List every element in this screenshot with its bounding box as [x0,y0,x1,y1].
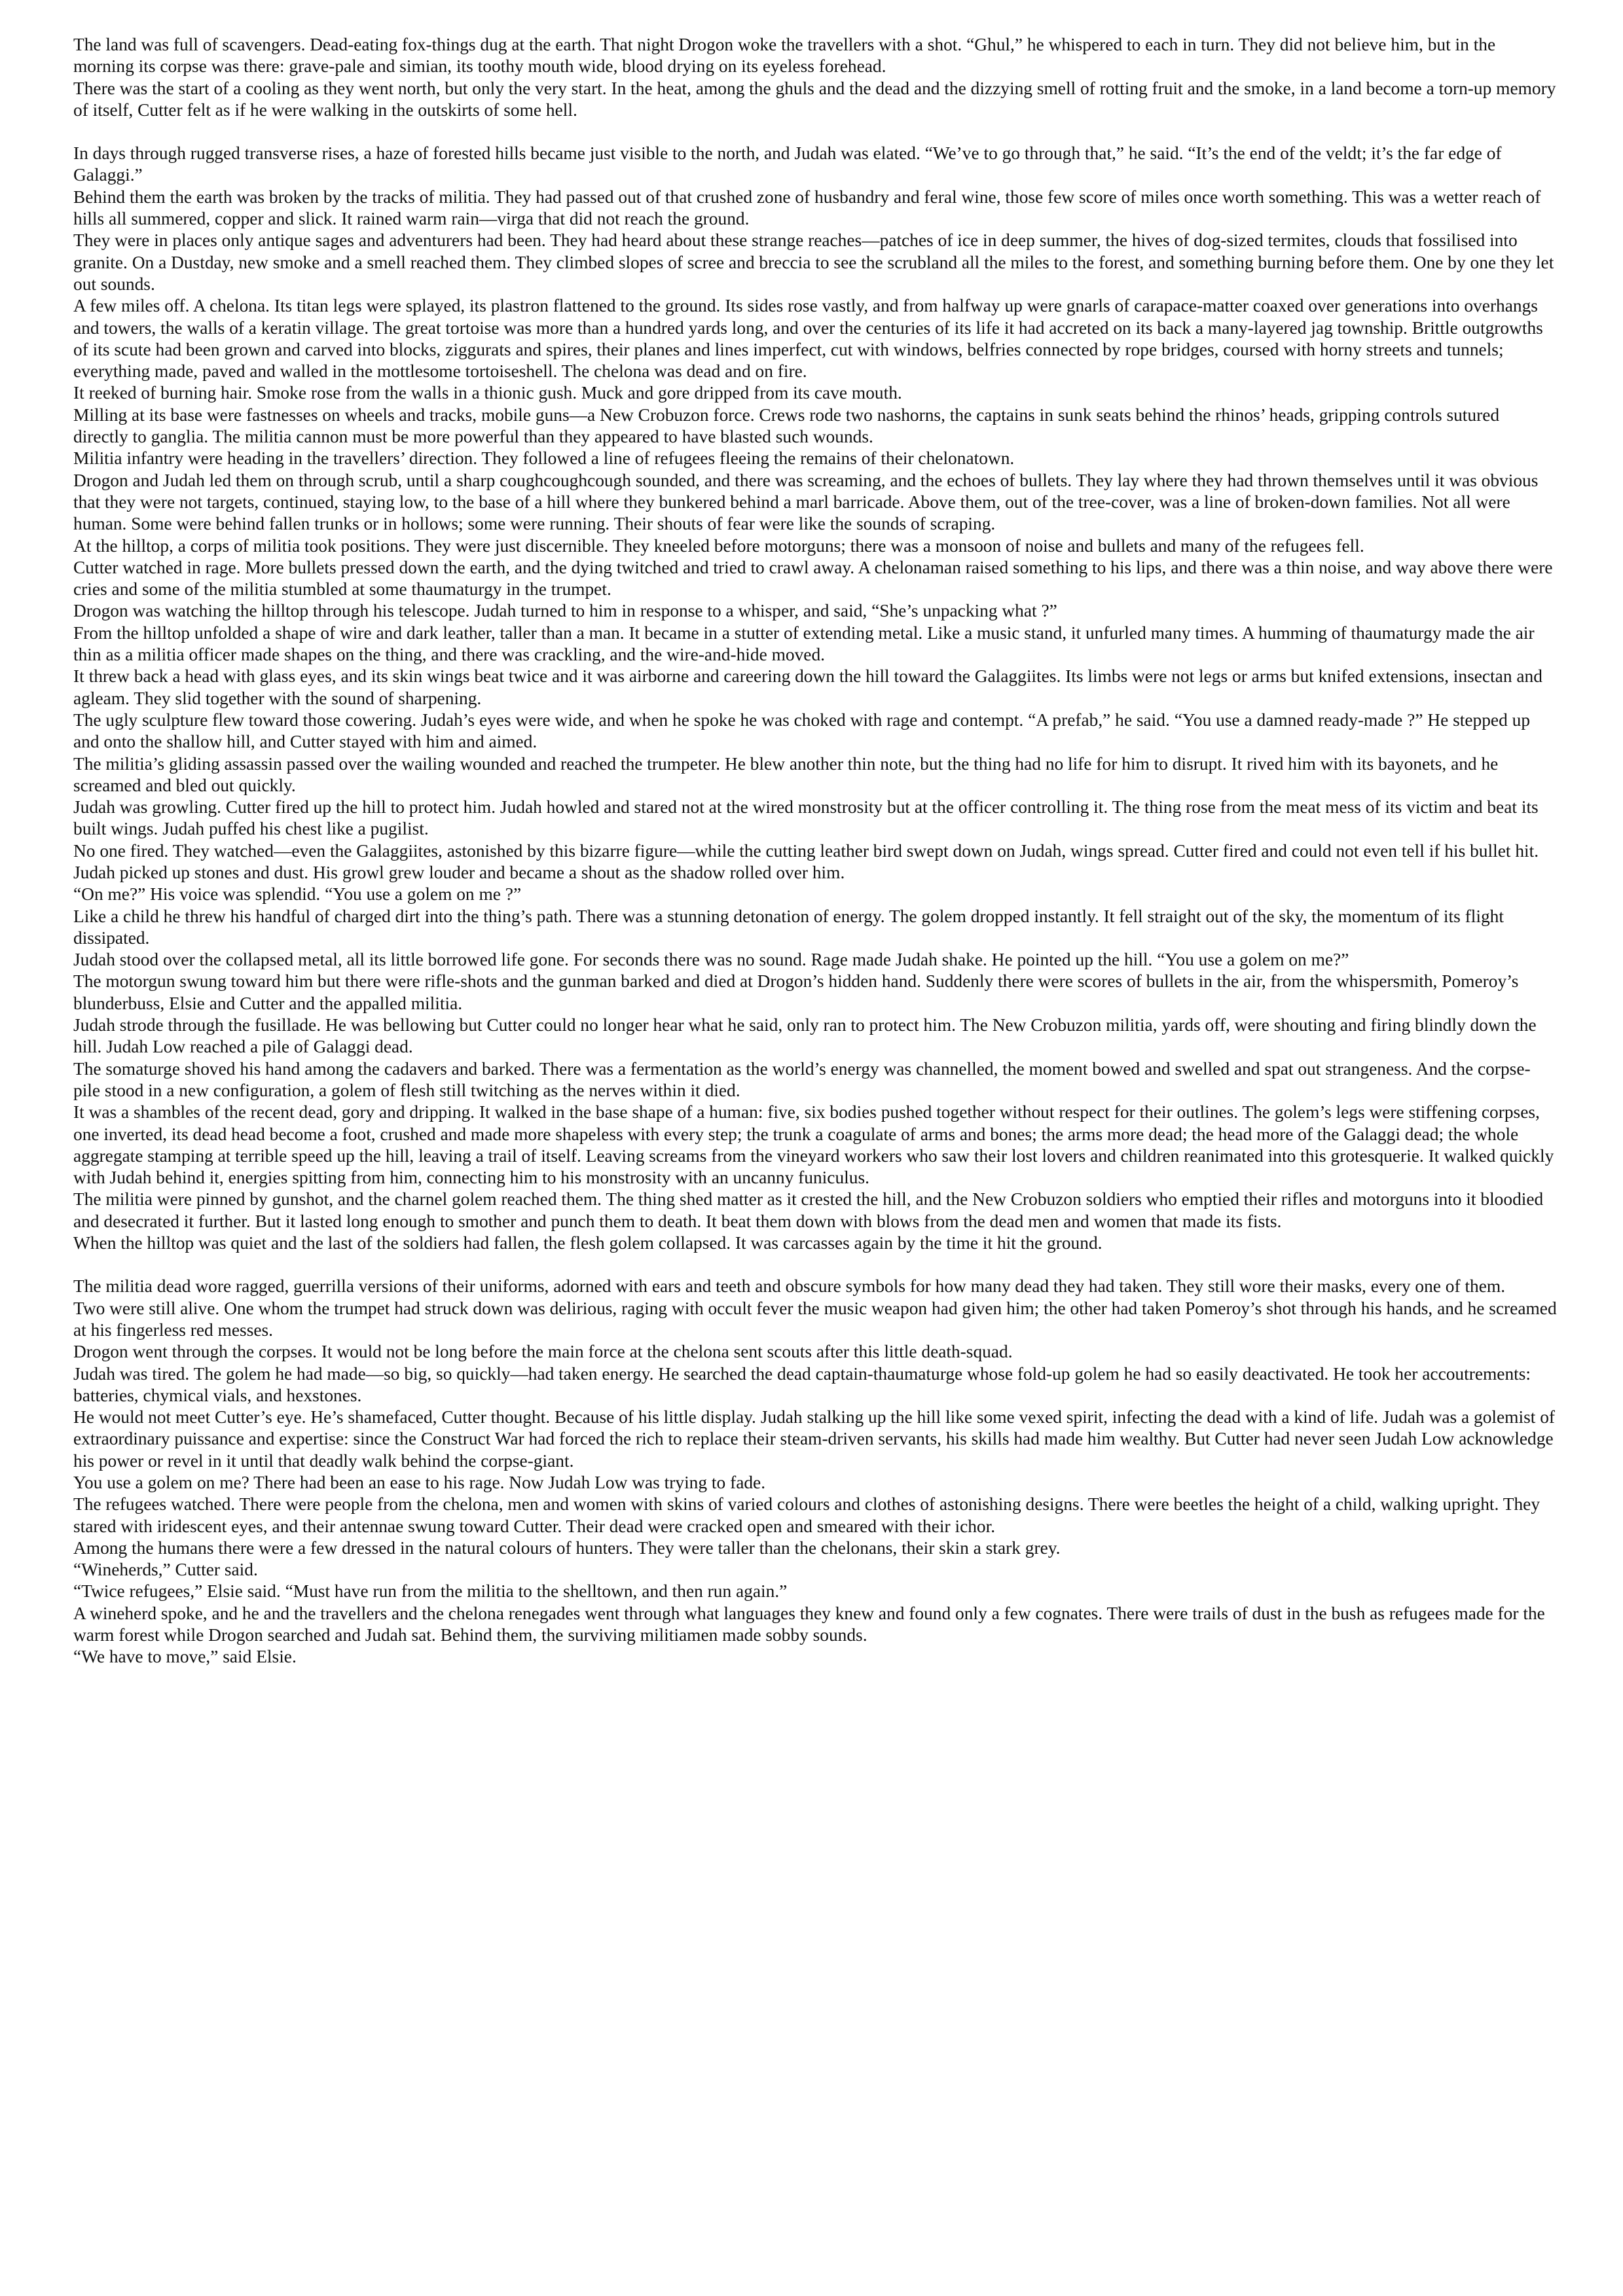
body-paragraph: It threw back a head with glass eyes, and its skin wings beat twice and it was airborne and careering down the hill toward the Galaggiites. Its limbs were not legs or arms but knifed extensions, insectan and agleam. They slid together with the sound of sharpening. [73,666,1542,708]
section-break [73,1254,1557,1276]
body-paragraph: Like a child he threw his handful of charged dirt into the thing’s path. There was a stunning detonation of energy. The golem dropped instantly. It fell straight out of the sky, the momentum of its flight dissipated. [73,906,1504,948]
body-paragraph: Militia infantry were heading in the travellers’ direction. They followed a line of refugees fleeing the remains of their chelonatown. [73,448,1015,469]
body-paragraph: The motorgun swung toward him but there were rifle-shots and the gunman barked and died at Drogon’s hidden hand. Suddenly there were scores of bullets in the air, from the whispersmith, Pomeroy’s blunderbuss, Elsie and Cutter and the appalled militia. [73,971,1519,1013]
body-paragraph: They were in places only antique sages and adventurers had been. They had heard about these strange reaches—patches of ice in deep summer, the hives of dog-sized termites, clouds that fossilised into granite. On a Dustday, new smoke and a smell reached them. They climbed slopes of scree and breccia to see the scrubland all the miles to the forest, and something burning before them. One by one they let out sounds. [73,230,1554,294]
body-paragraph: Judah stood over the collapsed metal, all its little borrowed life gone. For seconds there was no sound. Rage made Judah shake. He pointed up the hill. “You use a golem on me?” [73,950,1349,970]
body-paragraph: Milling at its base were fastnesses on wheels and tracks, mobile guns—a New Crobuzon force. Crews rode two nashorns, the captains in sunk seats behind the rhinos’ heads, gripping controls sutured directly to ganglia. The militia cannon must be more powerful than they appeared to have blasted such wounds. [73,404,1500,447]
body-paragraph: The somaturge shoved his hand among the cadavers and barked. There was a fermentation as the world’s energy was channelled, the moment bowed and swelled and spat out strangeness. And the corpse-pile stood in a new configuration, a golem of flesh still twitching as the nerves within it died. [73,1058,1531,1100]
body-paragraph: “Twice refugees,” Elsie said. “Must have run from the militia to the shelltown, and then run again.” [73,1581,788,1602]
body-paragraph: A few miles off. A chelona. Its titan legs were splayed, its plastron flattened to the ground. Its sides rose vastly, and from halfway up were gnarls of carapace-matter coaxed over generations into overhangs and towers, the walls of a keratin village. The great tortoise was more than a hundred yards long, and over the centuries of its life it had accreted on its back a many-layered jag township. Brittle outgrowths of its scute had been grown and carved into blocks, ziggurats and spires, their planes and lines imperfect, cut with windows, belfries connected by rope bridges, coursed with horny streets and tunnels; everything made, paved and walled in the mottlesome tortoiseshell. The chelona was dead and on fire. [73,296,1543,382]
body-paragraph: Drogon was watching the hilltop through his telescope. Judah turned to him in response to a whisper, and said, “She’s unpacking what ?” [73,601,1057,621]
body-paragraph: From the hilltop unfolded a shape of wire and dark leather, taller than a man. It became in a stutter of extending metal. Like a music stand, it unfurled many times. A humming of thaumaturgy made the air thin as a militia officer made shapes on the thing, and there was crackling, and the wire-and-hide moved. [73,622,1535,665]
body-paragraph: The land was full of scavengers. Dead-eating fox-things dug at the earth. That night Drogon woke the travellers with a shot. “Ghul,” he whispered to each in turn. They did not believe him, but in the morning its corpse was there: grave-pale and simian, its toothy mouth wide, blood drying on its eyeless forehead. [73,35,1496,77]
body-paragraph: He would not meet Cutter’s eye. He’s shamefaced, Cutter thought. Because of his little display. Judah stalking up the hill like some vexed spirit, infecting the dead with a kind of life. Judah was a golemist of extraordinary puissance and expertise: since the Construct War had forced the rich to replace their steam-driven servants, his skills had made him wealthy. But Cutter had never seen Judah Low acknowledge his power or revel in it until that deadly walk behind the corpse-giant. [73,1407,1556,1471]
body-paragraph: No one fired. They watched—even the Galaggiites, astonished by this bizarre figure—while the cutting leather bird swept down on Judah, wings spread. Cutter fired and could not even tell if his bullet hit. [73,840,1539,861]
body-paragraph: Drogon went through the corpses. It would not be long before the main force at the chelona sent scouts after this little death-squad. [73,1342,1013,1362]
document-page [73,34,1557,1668]
body-paragraph: The refugees watched. There were people from the chelona, men and women with skins of varied colours and clothes of astonishing designs. There were beetles the height of a child, walking upright. They stared with iridescent eyes, and their antennae swung toward Cutter. Their dead were cracked open and smeared with their ichor. [73,1494,1541,1536]
body-paragraph: It reeked of burning hair. Smoke rose from the walls in a thionic gush. Muck and gore dripped from its cave mouth. [73,383,902,403]
body-paragraph: Drogon and Judah led them on through scrub, until a sharp coughcoughcough sounded, and there was screaming, and the echoes of bullets. They lay where they had thrown themselves until it was obvious that they were not targets, continued, staying low, to the base of a hill where they bunkered behind a marl barricade. Above them, out of the tree-cover, was a line of broken-down families. Not all were human. Some were behind fallen trunks or in hollows; some were running. Their shouts of fear were like the sounds of scraping. [73,470,1539,534]
body-paragraph: When the hilltop was quiet and the last of the soldiers had fallen, the flesh golem collapsed. It was carcasses again by the time it hit the ground. [73,1233,1103,1253]
body-paragraph: Judah strode through the fusillade. He was bellowing but Cutter could no longer hear what he said, only ran to protect him. The New Crobuzon militia, yards off, were shouting and firing blindly down the hill. Judah Low reached a pile of Galaggi dead. [73,1015,1537,1057]
body-paragraph: Judah was growling. Cutter fired up the hill to protect him. Judah howled and stared not at the wired monstrosity but at the officer controlling it. The thing rose from the meat mess of its victim and beat its built wings. Judah puffed his chest like a pugilist. [73,797,1539,839]
body-paragraph: It was a shambles of the recent dead, gory and dripping. It walked in the base shape of a human: five, six bodies pushed together without respect for their outlines. The golem’s legs were stiffening corpses, one inverted, its dead head become a foot, crushed and made more shapeless with every step; the trunk a coagulate of arms and bones; the arms more dead; the head more of the Galaggi dead; the whole aggregate stamping at terrible speed up the hill, leaving a trail of itself. Leaving screams from the vineyard workers who saw their lost lovers and children reanimated into this grotesquerie. It walked quickly with Judah behind it, energies spitting from him, connecting him to his monstrosity with an uncanny funiculus. [73,1102,1554,1188]
body-paragraph: The militia were pinned by gunshot, and the charnel golem reached them. The thing shed matter as it crested the hill, and the New Crobuzon soldiers who emptied their rifles and motorguns into it bloodied and desecrated it further. But it lasted long enough to smother and punch them to death. It beat them down with blows from the dead men and women that made its fists. [73,1189,1544,1231]
body-paragraph: The militia’s gliding assassin passed over the wailing wounded and reached the trumpeter. He blew another thin note, but the thing had no life for him to disrupt. It rived him with its bayonets, and he screamed and bled out quickly. [73,753,1499,795]
section-break [73,121,1557,143]
body-paragraph: Two were still alive. One whom the trumpet had struck down was delirious, raging with occult fever the music weapon had given him; the other had taken Pomeroy’s shot through his hands, and he screamed at his fingerless red messes. [73,1298,1557,1340]
body-paragraph: In days through rugged transverse rises, a haze of forested hills became just visible to the north, and Judah was elated. “We’ve to go through that,” he said. “It’s the end of the veldt; it’s the far edge of Galaggi.” [73,143,1502,185]
body-paragraph: Cutter watched in rage. More bullets pressed down the earth, and the dying twitched and tried to crawl away. A chelonaman raised something to his lips, and there was a thin noise, and way above there were cries and some of the militia stumbled at some thaumaturgy in the trumpet. [73,557,1553,600]
body-paragraph: The militia dead wore ragged, guerrilla versions of their uniforms, adorned with ears and teeth and obscure symbols for how many dead they had taken. They still wore their masks, every one of them. [73,1276,1506,1297]
body-paragraph: Behind them the earth was broken by the tracks of militia. They had passed out of that crushed zone of husbandry and feral wine, those few score of miles once worth something. This was a wetter reach of hills all summered, copper and slick. It rained warm rain—virga that did not reach the ground. [73,187,1541,229]
body-paragraph: You use a golem on me? There had been an ease to his rage. Now Judah Low was trying to fade. [73,1473,766,1492]
body-paragraph: Among the humans there were a few dressed in the natural colours of hunters. They were taller than the chelonans, their skin a stark grey. [73,1537,1061,1558]
body-paragraph: At the hilltop, a corps of militia took positions. They were just discernible. They kneeled before motorguns; there was a monsoon of noise and bullets and many of the refugees fell. [73,535,1364,556]
body-paragraph: Judah was tired. The golem he had made—so big, so quickly—had taken energy. He searched the dead captain-thaumaturge whose fold-up golem he had so easily deactivated. He took her accoutrements: batteries, chymical vials, and hexstones. [73,1363,1531,1405]
body-paragraph: There was the start of a cooling as they went north, but only the very start. In the heat, among the ghuls and the dead and the dizzying smell of rotting fruit and the smoke, in a land become a torn-up memory of itself, Cutter felt as if he were walking in the outskirts of some hell. [73,78,1556,120]
body-paragraph: A wineherd spoke, and he and the travellers and the chelona renegades went through what languages they knew and found only a few cognates. There were trails of dust in the bush as refugees made for the warm forest while Drogon searched and Judah sat. Behind them, the surviving militiamen made sobby sounds. [73,1603,1545,1645]
body-paragraph: “Wineherds,” Cutter said. [73,1560,258,1580]
body-paragraph: “We have to move,” said Elsie. [73,1647,297,1667]
body-paragraph: Judah picked up stones and dust. His growl grew louder and became a shout as the shadow rolled over him. [73,862,845,882]
body-paragraph: “On me?” His voice was splendid. “You use a golem on me ?” [73,884,522,905]
body-paragraph: The ugly sculpture flew toward those cowering. Judah’s eyes were wide, and when he spoke he was choked with rage and contempt. “A prefab,” he said. “You use a damned ready-made ?” He stepped up and onto the shallow hill, and Cutter stayed with him and aimed. [73,709,1531,752]
